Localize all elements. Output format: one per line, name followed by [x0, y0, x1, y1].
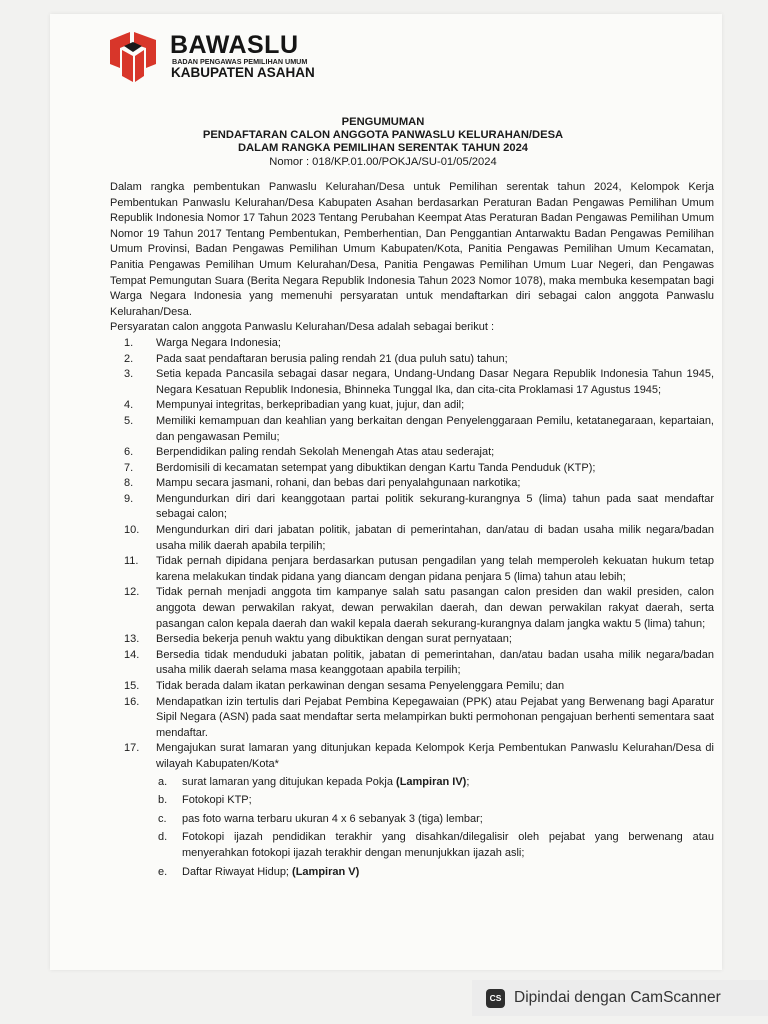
list-item: 1. Warga Negara Indonesia;	[124, 336, 281, 349]
list-item: 5. Memiliki kemampuan dan keahlian yang berkaitan dengan Penyelenggaraan Pemilu, ketatanegaraan, kepartaian, dan pengawasan Pemilu;	[124, 414, 714, 443]
requirements-list	[110, 336, 714, 880]
sub-list-item: c. pas foto warna terbaru ukuran 4 x 6 sebanyak 3 (tiga) lembar;	[158, 812, 483, 825]
list-item: 14. Bersedia tidak menduduki jabatan politik, jabatan di pemerintahan, dan/atau badan usaha milik negara/badan usaha milik daerah selama masa keanggotaan apabila terpilih;	[124, 648, 714, 677]
title-line-1: PENGUMUMAN	[341, 116, 425, 128]
title-line-3: DALAM RANGKA PEMILIHAN SERENTAK TAHUN 2024	[237, 142, 529, 155]
list-item: 7. Berdomisili di kecamatan setempat yang dibuktikan dengan Kartu Tanda Penduduk (KTP);	[124, 461, 596, 474]
title-line-2: PENDAFTARAN CALON ANGGOTA PANWASLU KELURAHAN/DESA	[202, 129, 564, 142]
org-full-name: BADAN PENGAWAS PEMILIHAN UMUM	[172, 57, 308, 66]
intro-paragraph: Dalam rangka pembentukan Panwaslu Kelurahan/Desa untuk Pemilihan serentak tahun 2024, Kelompok Kerja Pembentukan Panwaslu Kelurahan/Desa Kabupaten Asahan berdasarkan Peraturan Badan Pengawas Pemilihan Umum Republik Indonesia Nomor 17 Tahun 2023 Tentang Perubahan Keempat Atas Peraturan Badan Pengawas Pemilihan Umum Nomor 19 Tahun 2017 Tentang Pembentukan, Pemberhentian, Dan Penggantian Antarwaktu Badan Pengawas Pemilihan Umum Provinsi, Badan Pengawas Pemilihan Umum Kabupaten/Kota, Panitia Pengawas Pemilihan Umum Kecamatan, Panitia Pengawas Pemilihan Umum Kelurahan/Desa, Panitia Pengawas Pemilihan Umum Luar Negeri, dan Pengawas Tempat Pemungutan Suara (Berita Negara Republik Indonesia Tahun 2023 Nomor 1078), maka membuka kesempatan bagi Warga Negara Indonesia yang memenuhi persyaratan untuk mendaftarkan diri sebagai calon anggota Panwaslu Kelurahan/Desa.	[110, 181, 714, 318]
sub-list-item: a. surat lamaran yang ditujukan kepada Pokja (Lampiran IV);	[158, 775, 470, 788]
list-item: 3. Setia kepada Pancasila sebagai dasar negara, Undang-Undang Dasar Negara Republik Indonesia Tahun 1945, Negara Kesatuan Republik Indonesia, Bhinneka Tunggal Ika, dan cita-cita Proklamasi 17 Agustus 1945;	[124, 368, 714, 396]
document-body	[110, 180, 714, 883]
attachment-sublist	[156, 775, 714, 881]
list-item: 4. Mempunyai integritas, berkepribadian yang kuat, jujur, dan adil;	[124, 399, 465, 412]
list-item: 9. Mengundurkan diri dari keanggotaan partai politik sekurang-kurangnya 5 (lima) tahun pada saat mendaftar sebagai calon;	[124, 492, 714, 521]
list-item: 17. Mengajukan surat lamaran yang ditunjukan kepada Kelompok Kerja Pembentukan Panwaslu Kelurahan/Desa di wilayah Kabupaten/Kota* a. surat lamaran yang ditujukan kepada Pokja (Lampiran IV); b. Fotokopi KTP; c. pas foto warna terbaru ukuran 4 x 6 sebanyak 3 (tiga) lembar; d. Fotokopi ijazah pendidikan terakhir yang disahkan/dilegalisir oleh pejabat yang berwenang atau menyerahkan fotokopi ijazah terakhir dengan menunjukkan ijazah asli; e. Daftar Riwayat Hidup; (Lampiran V)	[110, 741, 714, 880]
org-region: KABUPATEN ASAHAN	[171, 65, 315, 80]
sub-list-item: d. Fotokopi ijazah pendidikan terakhir yang disahkan/dilegalisir oleh pejabat yang berwenang atau menyerahkan fotokopi ijazah terakhir dengan menunjukkan ijazah asli;	[158, 831, 714, 859]
list-item: 12. Tidak pernah menjadi anggota tim kampanye salah satu pasangan calon presiden dan wakil presiden, calon anggota dewan perwakilan rakyat, dewan perwakilan daerah, dan dewan perwakilan rakyat daerah, serta pasangan calon kepala daerah dan wakil kepala daerah sekurang-kurangnya dalam jangka waktu 5 (lima) tahun;	[124, 586, 714, 630]
list-item: 11. Tidak pernah dipidana penjara berdasarkan putusan pengadilan yang telah memperoleh kekuatan hukum tetap karena melakukan tindak pidana yang diancam dengan pidana penjara 5 (lima) tahun atau lebih;	[124, 555, 714, 583]
requirements-lead: Persyaratan calon anggota Panwaslu Kelurahan/Desa adalah sebagai berikut :	[110, 321, 495, 334]
list-item: 13. Bersedia bekerja penuh waktu yang dibuktikan dengan surat pernyataan;	[124, 633, 512, 646]
list-item: 2. Pada saat pendaftaran berusia paling rendah 21 (dua puluh satu) tahun;	[124, 352, 508, 365]
announcement-title	[110, 116, 656, 169]
bawaslu-logo	[106, 28, 346, 84]
list-item: 16. Mendapatkan izin tertulis dari Pejabat Pembina Kepegawaian (PPK) atau Pejabat yang Berwenang bagi Aparatur Sipil Negara (ASN) pada saat mendaftar serta melampirkan bukti permohonan pengajuan berhenti sementara saat mendaftar.	[124, 695, 714, 739]
bawaslu-emblem-icon	[106, 30, 162, 84]
camscanner-icon: CS	[486, 989, 505, 1008]
camscanner-watermark	[472, 980, 768, 1016]
org-short-name: BAWASLU	[170, 31, 299, 59]
list-item: 8. Mampu secara jasmani, rohani, dan bebas dari penyalahgunaan narkotika;	[124, 477, 521, 490]
list-item: 6. Berpendidikan paling rendah Sekolah Menengah Atas atau sederajat;	[124, 446, 495, 459]
sub-list-item: e. Daftar Riwayat Hidup; (Lampiran V)	[158, 865, 360, 878]
watermark-text: Dipindai dengan CamScanner	[514, 989, 721, 1006]
list-item: 15. Tidak berada dalam ikatan perkawinan dengan sesama Penyelenggara Pemilu; dan	[124, 680, 565, 692]
document-number: Nomor : 018/KP.01.00/POKJA/SU-01/05/2024	[269, 155, 497, 168]
sub-list-item: b. Fotokopi KTP;	[158, 794, 252, 807]
list-item: 10. Mengundurkan diri dari jabatan politik, jabatan di pemerintahan, dan/atau di badan usaha milik negara/badan usaha milik daerah apabila terpilih;	[124, 524, 714, 552]
